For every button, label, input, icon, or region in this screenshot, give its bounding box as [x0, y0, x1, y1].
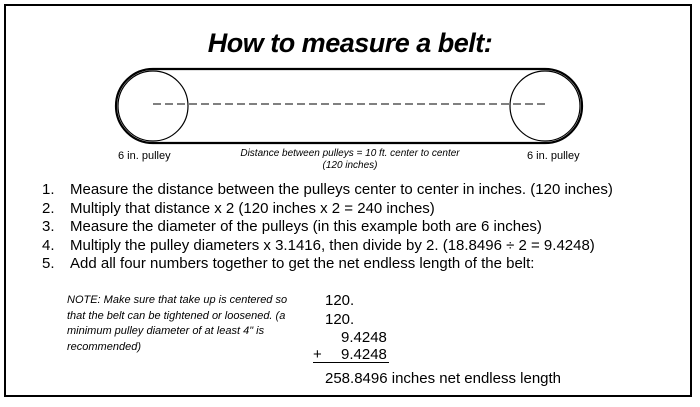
step-number: 5. [42, 255, 55, 272]
sum-total: 258.8496 inches net endless length [325, 370, 562, 387]
right-pulley-label: 6 in. pulley [527, 150, 580, 162]
sum-line-4: 9.4248 [341, 346, 387, 363]
step-item [42, 218, 613, 237]
step-text: Add all four numbers together to get the net endless length of the belt: [70, 255, 535, 272]
step-item [42, 237, 613, 256]
left-pulley-label: 6 in. pulley [118, 150, 171, 162]
step-number: 1. [42, 181, 55, 198]
distance-label [210, 148, 490, 172]
distance-label-line2: (120 inches) [322, 160, 378, 171]
step-item [42, 200, 613, 219]
sum-line-1: 120. [325, 292, 355, 309]
step-text: Multiply that distance x 2 (120 inches x 2 = 240 inches) [70, 199, 435, 217]
right-pulley [510, 71, 580, 141]
sum-line-2: 120. [325, 311, 355, 328]
step-item [42, 255, 613, 274]
distance-label-line1: Distance between pulleys = 10 ft. center to center [240, 148, 460, 159]
steps-list [42, 181, 613, 274]
step-text: Multiply the pulley diameters x 3.1416, then divide by 2. (18.8496 ÷ 2 = 9.4248) [70, 236, 595, 254]
belt-outline [116, 69, 582, 143]
step-number: 3. [42, 218, 55, 235]
note-text: NOTE: Make sure that take up is centered so that the belt can be tightened or loosened. (a minimum pulley diameter of at least 4" is recommended) [67, 294, 288, 353]
step-number: 2. [42, 199, 55, 217]
plus-sign: + [313, 346, 322, 363]
left-pulley [118, 71, 188, 141]
step-number: 4. [42, 236, 55, 254]
sum-line-3: 9.4248 [341, 329, 387, 346]
sum-underline [313, 362, 389, 363]
step-text: Measure the distance between the pulleys center to center in inches. (120 inches) [70, 181, 613, 198]
step-item [42, 181, 613, 200]
step-text: Measure the diameter of the pulleys (in this example both are 6 inches) [70, 218, 542, 235]
page-title: How to measure a belt: [207, 28, 493, 58]
